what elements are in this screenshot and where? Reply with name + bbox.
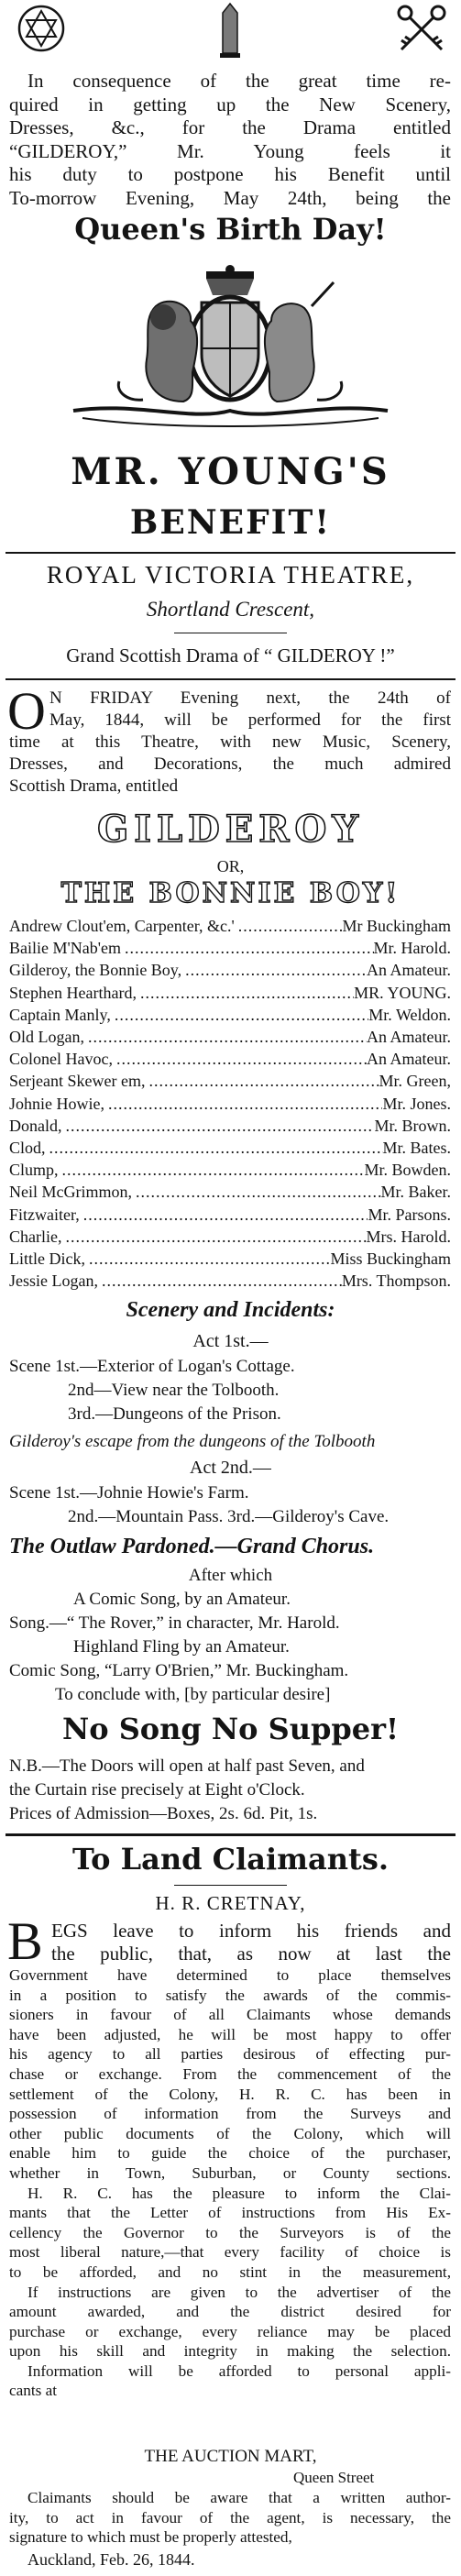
land-line: EGS leave to inform his friends and [51, 1920, 451, 1942]
cast-row [9, 1181, 451, 1203]
cast-actor: Mrs. Harold. [366, 1227, 451, 1246]
postponement-line: his duty to postpone his Benefit until [9, 163, 451, 185]
postponement-line: Dresses, &c., for the Drama entitled [9, 116, 451, 138]
drama-line: Grand Scottish Drama of “ GILDEROY !” [66, 644, 395, 666]
cast-row [9, 1248, 451, 1270]
curtain-note: the Curtain rise precisely at Eight o'Clock. [9, 1780, 305, 1800]
cast-row [9, 937, 451, 959]
cast-actor: Mrs. Thompson. [341, 1271, 451, 1291]
leader-dots [145, 1070, 379, 1092]
cast-role: Neil McGrimmon, [9, 1183, 132, 1202]
land-line: cants at [9, 2382, 58, 2400]
postponement-line: To-morrow Evening, May 24th, being the [9, 186, 451, 209]
postponement-line: “GILDEROY,” Mr. Young feels it [9, 139, 451, 162]
cast-role: Captain Manly, [9, 1005, 111, 1024]
cast-actor: Mr Buckingham [342, 917, 451, 935]
land-line: chase or exchange. From the commencement of the [9, 2064, 451, 2083]
play-title: GILDEROY [97, 808, 364, 851]
cast-role: Gilderoy, the Bonnie Boy, [9, 961, 182, 980]
closing-line: signature to which must be properly attested, [9, 2528, 292, 2547]
cast-row [9, 1026, 451, 1048]
intro-line: N FRIDAY Evening next, the 24th of [49, 688, 451, 708]
leader-dots [62, 1115, 375, 1137]
closing-line: ity, to act in favour of the agent, is necessary, the [9, 2508, 451, 2526]
land-line: Government have determined to place themselves [9, 1966, 451, 1984]
cast-actor: Mr. Bowden. [364, 1161, 451, 1180]
leader-dots [132, 1181, 381, 1203]
cast-role: Bailie M'Nab'em [9, 939, 121, 958]
act-2-label: Act 2nd.— [190, 1458, 271, 1478]
benefit-title: MR. YOUNG'S [71, 450, 390, 493]
scenery-heading: Scenery and Incidents: [126, 1298, 335, 1322]
leader-dots [85, 1248, 331, 1270]
cast-actor: MR. YOUNG. [354, 983, 451, 1002]
cast-row [9, 1093, 451, 1115]
leader-dots [59, 1159, 365, 1181]
theatre-name: ROYAL VICTORIA THEATRE, [46, 561, 415, 589]
shield-icon [190, 297, 270, 400]
cast-actor: Mr. Parsons. [368, 1205, 451, 1224]
cast-role: Stephen Hearthard, [9, 983, 137, 1002]
cast-role: Andrew Clout'em, Carpenter, &c.' [9, 917, 235, 935]
land-line: If instructions are given to the advertiser of the [27, 2283, 451, 2301]
land-body [9, 1965, 451, 2401]
lion-icon [118, 302, 197, 402]
land-line: the public, that, as now at last the [51, 1943, 451, 1965]
extra-line: Highland Fling by an Amateur. [73, 1637, 290, 1657]
leader-dots [113, 1048, 367, 1070]
drop-cap-o: O [7, 681, 46, 741]
cast-role: Jessie Logan, [9, 1271, 98, 1291]
cast-actor: An Amateur. [367, 1028, 451, 1046]
queens-birthday-headline: Queen's Birth Day! [74, 212, 387, 247]
leader-dots [111, 1004, 368, 1026]
land-line: his agency to all parties desirous of effecting pur- [9, 2045, 451, 2064]
doors-note: N.B.—The Doors will open at half past Seven, and [9, 1756, 365, 1776]
land-line: sioners in favour of all Claimants whose demands [9, 2006, 451, 2024]
cast-role: Charlie, [9, 1227, 62, 1246]
intro-paragraph-cont [9, 732, 451, 798]
scene-line: 3rd.—Dungeons of the Prison. [68, 1404, 281, 1424]
or-label: OR, [216, 857, 245, 875]
obelisk-icon [216, 2, 244, 59]
queen-street: Queen Street [293, 2469, 375, 2486]
cast-role: Johnie Howie, [9, 1094, 104, 1113]
crown-icon [206, 265, 254, 295]
cast-row [9, 1270, 451, 1292]
escape-line: Gilderoy's escape from the dungeons of the Tolbooth [9, 1432, 376, 1451]
leader-dots [80, 1204, 368, 1226]
leader-dots [121, 937, 374, 959]
crossed-keys-icon [396, 4, 447, 55]
cast-row [9, 1226, 451, 1248]
scene-line: Scene 1st.—Exterior of Logan's Cottage. [9, 1357, 295, 1376]
intro-line: time at this Theatre, with new Music, Scenery, [9, 732, 451, 752]
land-line: most liberal nature,—that every facility of choice is [9, 2243, 451, 2262]
land-claimants-heading: To Land Claimants. [72, 1842, 389, 1877]
leader-dots [46, 1137, 383, 1159]
dateline: Auckland, Feb. 26, 1844. [27, 2550, 195, 2569]
cast-actor: Mr. Brown. [374, 1116, 451, 1135]
cast-role: Old Logan, [9, 1028, 84, 1046]
cast-actor: Miss Buckingham [330, 1249, 451, 1268]
cast-role: Clod, [9, 1139, 46, 1157]
cast-row [9, 915, 451, 937]
land-intro [51, 1920, 451, 1965]
cast-row [9, 1204, 451, 1226]
cast-actor: Mr. Baker. [380, 1183, 451, 1202]
cast-role: Donald, [9, 1116, 62, 1135]
land-line: H. R. C. has the pleasure to inform the Clai- [27, 2184, 451, 2202]
cast-actor: An Amateur. [367, 1050, 451, 1069]
cast-role: Serjeant Skewer em, [9, 1072, 146, 1091]
leader-dots [61, 1226, 366, 1248]
postponement-notice [9, 70, 451, 210]
cast-row [9, 982, 451, 1004]
cast-row [9, 1048, 451, 1070]
cast-row [9, 1159, 451, 1181]
leader-dots [137, 982, 354, 1004]
land-line: to be afforded, and no stint in the measurement, [9, 2262, 451, 2281]
land-line: settlement of the Colony, H. R. C. has been in [9, 2085, 451, 2103]
play-subtitle: THE BONNIE BOY! [60, 877, 401, 909]
act-1-label: Act 1st.— [192, 1331, 269, 1351]
closing-note [9, 2488, 451, 2548]
land-line: possession of information from the Surveys and [9, 2105, 451, 2123]
section-divider [5, 1833, 456, 1836]
land-line: whether in Town, Suburban, or County sections. [9, 2163, 451, 2182]
cast-role: Little Dick, [9, 1249, 85, 1268]
extra-line: Song.—“ The Rover,” in character, Mr. Harold. [9, 1613, 340, 1633]
cast-actor: Mr. Harold. [373, 939, 451, 958]
postponement-line: In consequence of the great time re- [27, 70, 451, 92]
leader-dots [235, 915, 343, 937]
land-line: mants that the Letter of instructions from His Ex- [9, 2204, 451, 2222]
benefit-subtitle: BENEFIT! [129, 503, 332, 542]
agent-name: H. R. CRETNAY, [155, 1892, 306, 1914]
cast-row [9, 1115, 451, 1137]
short-divider [174, 1885, 287, 1886]
leader-dots [181, 959, 367, 981]
scene-line: Scene 1st.—Johnie Howie's Farm. [9, 1483, 249, 1503]
land-line: cellency the Governor to the Surveyors is of the [9, 2223, 451, 2241]
theatre-address: Shortland Crescent, [146, 598, 315, 621]
land-line: amount awarded, and the district desired for [9, 2303, 451, 2321]
cast-row [9, 1137, 451, 1159]
leader-dots [84, 1026, 367, 1048]
cast-row [9, 1070, 451, 1092]
star-of-david-icon [16, 4, 66, 53]
intro-line: Scottish Drama, entitled [9, 776, 179, 796]
intro-paragraph [49, 688, 451, 732]
royal-coat-of-arms [55, 264, 406, 429]
land-line: have been adjusted, he will be most happy to offer [9, 2025, 451, 2043]
leader-dots [104, 1093, 383, 1115]
land-line: purchase or exchange, every reliance may be placed [9, 2322, 451, 2340]
prices-line: Prices of Admission—Boxes, 2s. 6d. Pit, 1s. [9, 1804, 318, 1823]
extra-line: Comic Song, “Larry O'Brien,” Mr. Buckingham. [9, 1661, 349, 1680]
scene-line: 2nd.—Mountain Pass. 3rd.—Gilderoy's Cave. [68, 1507, 390, 1526]
divider [5, 552, 456, 554]
cast-actor: Mr. Jones. [382, 1094, 451, 1113]
scene-line: 2nd—View near the Tolbooth. [68, 1381, 280, 1400]
cast-row [9, 1004, 451, 1026]
finale-line: The Outlaw Pardoned.—Grand Chorus. [9, 1535, 375, 1558]
cast-role: Clump, [9, 1161, 59, 1180]
drop-cap-b: B [7, 1911, 43, 1971]
postponement-line: quired in getting up the New Scenery, [9, 93, 451, 116]
cast-actor: Mr. Weldon. [368, 1005, 451, 1024]
no-song-headline: No Song No Supper! [61, 1712, 400, 1746]
auction-mart: THE AUCTION MART, [144, 2447, 317, 2466]
leader-dots [98, 1270, 342, 1292]
land-line: enable him to guide the choice of the purchaser, [9, 2144, 451, 2163]
extra-line: A Comic Song, by an Amateur. [73, 1590, 291, 1609]
cast-role: Fitzwaiter, [9, 1205, 80, 1224]
cast-row [9, 959, 451, 981]
unicorn-icon [265, 282, 342, 402]
intro-line: May, 1844, will be performed for the first [49, 710, 451, 730]
land-line: Information will be afforded to personal appli- [27, 2361, 451, 2380]
closing-line: Claimants should be aware that a written author- [27, 2489, 451, 2506]
cast-actor: Mr. Bates. [382, 1139, 451, 1157]
cast-actor: Mr. Green, [379, 1072, 451, 1091]
extra-line: To conclude with, [by particular desire] [55, 1685, 331, 1704]
intro-line: Dresses, and Decorations, the much admired [9, 754, 451, 774]
cast-actor: An Amateur. [367, 961, 451, 980]
land-line: in a position to satisfy the awards of the commis- [9, 1986, 451, 2004]
after-which: After which [188, 1566, 273, 1585]
land-line: other public documents of the Colony, which will [9, 2124, 451, 2142]
divider [5, 678, 456, 680]
land-line: upon his skill and integrity in making the selection. [9, 2342, 451, 2361]
cast-role: Colonel Havoc, [9, 1050, 113, 1069]
